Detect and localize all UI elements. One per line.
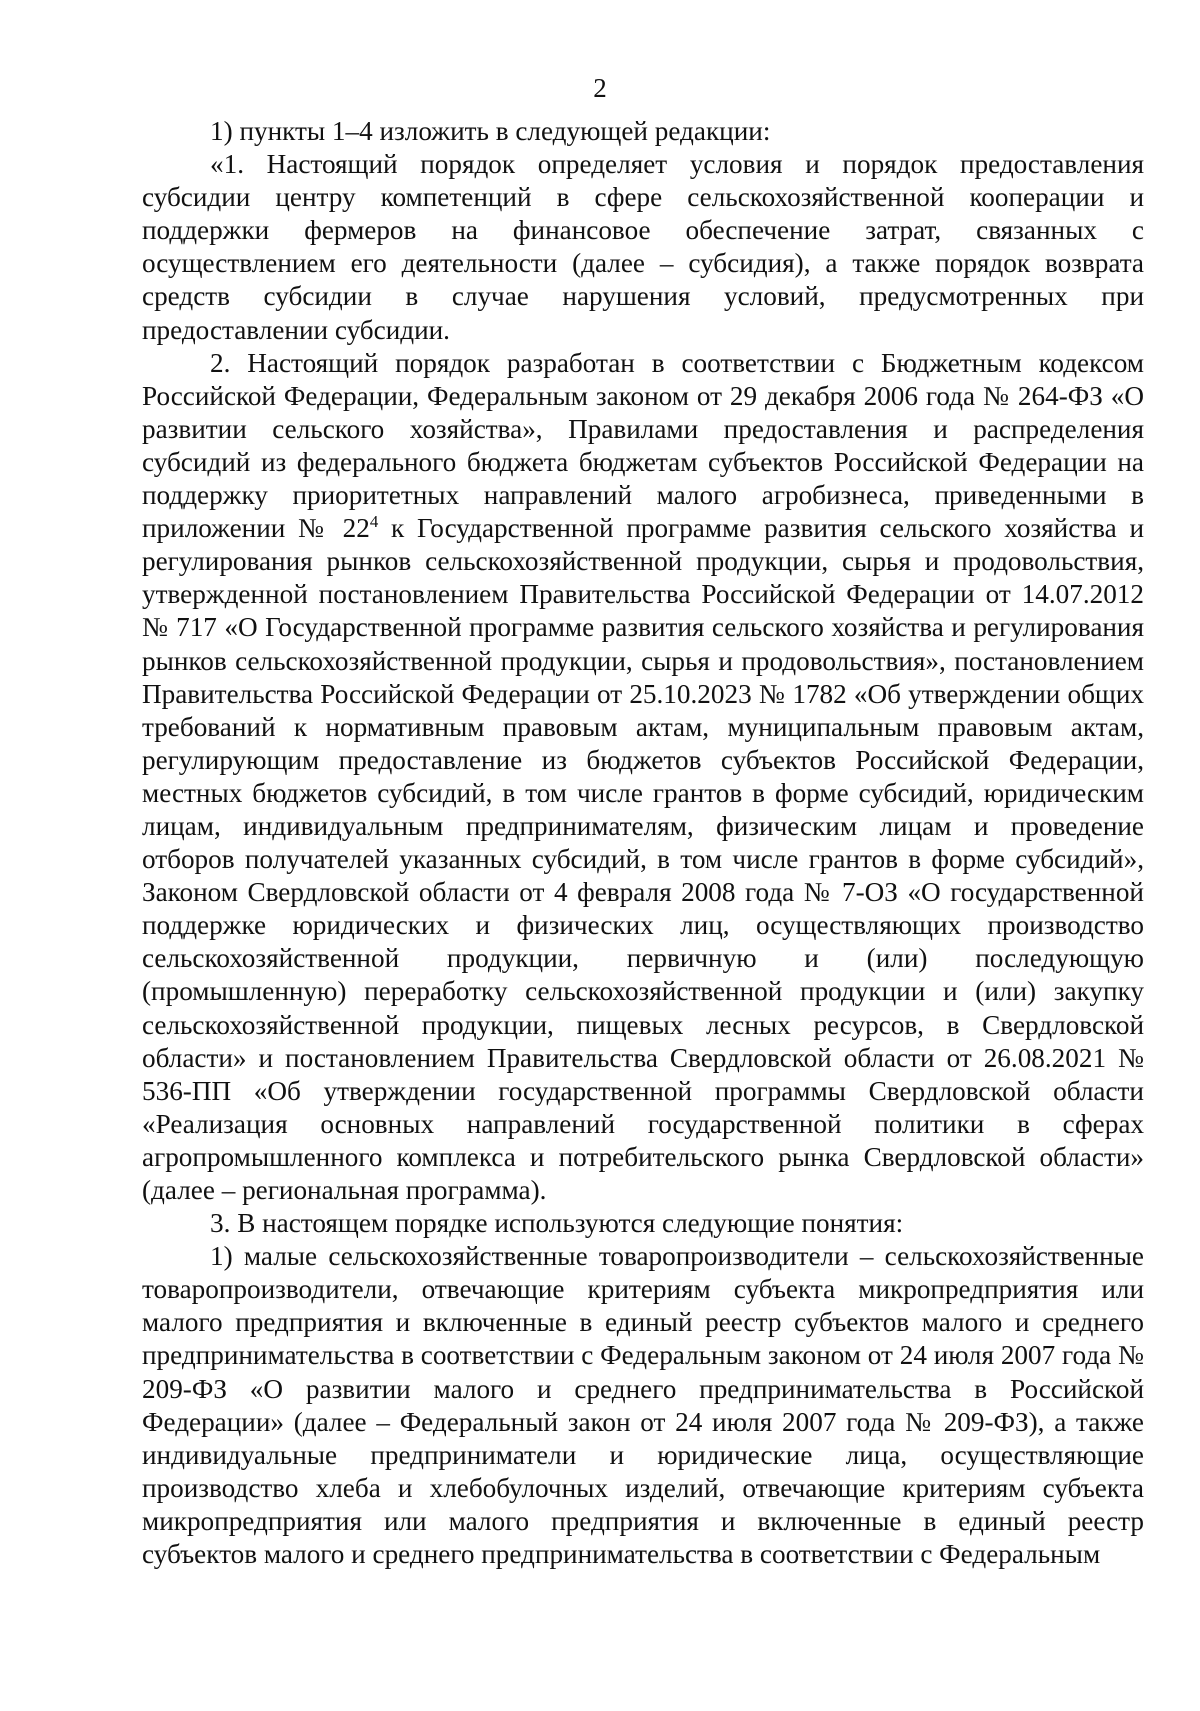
paragraph-subitem-1: 1) малые сельскохозяйственные товаропроизводители – сельскохозяйственные товаропроизводители, отвечающие критериям субъекта микропредприятия или малого предприятия и включенные в единый реестр субъектов малого и среднего предпринимательства в соответствии с Федеральным законом от 24 июля 2007 года № 209-ФЗ «О развитии малого и среднего предпринимательства в Российской Федерации» (далее – Федеральный закон от 24 июля 2007 года № 209-ФЗ), а также индивидуальные предприниматели и юридические лица, осуществляющие производство хлеба и хлебобулочных изделий, отвечающие критериям субъекта микропредприятия или малого предприятия и включенные в единый реестр субъектов малого и среднего предпринимательства в соответствии с Федеральным	[142, 1241, 1144, 1570]
paragraph-item-2	[142, 347, 1144, 1207]
paragraph-item-2-text-end: к Государственной программе развития сельского хозяйства и регулирования рынков сельскохозяйственной продукции, сырья и продовольствия, утвержденной постановлением Правительства Российской Федерации от 14.07.2012 № 717 «О Государственной программе развития сельского хозяйства и регулирования рынков сельскохозяйственной продукции, сырья и продовольствия», постановлением Правительства Российской Федерации от 25.10.2023 № 1782 «Об утверждении общих требований к нормативным правовым актам, муниципальным правовым актам, регулирующим предоставление из бюджетов субъектов Российской Федерации, местных бюджетов субсидий, в том числе грантов в форме субсидий, юридическим лицам, индивидуальным предпринимателям, физическим лицам и проведение отборов получателей указанных субсидий, в том числе грантов в форме субсидий», Законом Свердловской области от 4 февраля 2008 года № 7-ОЗ «О государственной поддержке юридических и физических лиц, осуществляющих производство сельскохозяйственной продукции, первичную и (или) последующую (промышленную) переработку сельскохозяйственной продукции и (или) закупку сельскохозяйственной продукции, пищевых лесных ресурсов, в Свердловской области» и постановлением Правительства Свердловской области от 26.08.2021 № 536-ПП «Об утверждении государственной программы Свердловской области «Реализация основных направлений государственной политики в сферах агропромышленного комплекса и потребительского рынка Свердловской области» (далее – региональная программа).	[142, 513, 1144, 1205]
paragraph-item-3: 3. В настоящем порядке используются следующие понятия:	[210, 1208, 904, 1239]
page-number: 2	[593, 73, 607, 103]
document-body	[142, 115, 1144, 1571]
paragraph-item-1: «1. Настоящий порядок определяет условия и порядок предоставления субсидии центру компетенций в сфере сельскохозяйственной кооперации и поддержки фермеров на финансовое обеспечение затрат, связанных с осуществлением его деятельности (далее – субсидия), а также порядок возврата средств субсидии в случае нарушения условий, предусмотренных при предоставлении субсидии.	[142, 149, 1144, 345]
paragraph-item-2-text-start: 2. Настоящий порядок разработан в соответствии с Бюджетным кодексом Российской Федерации, Федеральным законом от 29 декабря 2006 года № 264-ФЗ «О развитии сельского хозяйства», Правилами предоставления и распределения субсидий из федерального бюджета бюджетам субъектов Российской Федерации на поддержку приоритетных направлений малого агробизнеса, приведенными в приложении № 22	[142, 347, 1144, 544]
paragraph-amendment-intro: 1) пункты 1–4 изложить в следующей редакции:	[210, 116, 771, 146]
superscript-index: 4	[369, 512, 379, 532]
